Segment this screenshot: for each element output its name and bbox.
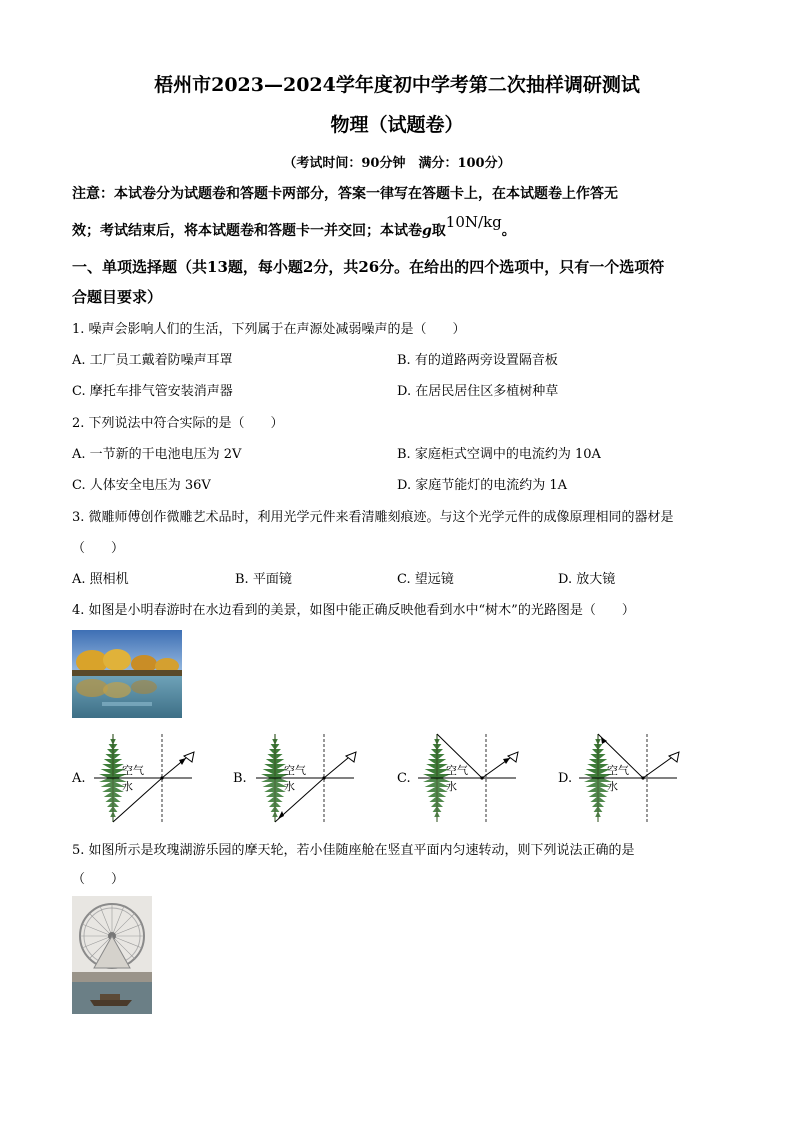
q4-option-b[interactable]: B. — [233, 771, 247, 786]
air-label: 空气 — [122, 764, 144, 777]
eye-icon — [346, 752, 356, 762]
eye-icon — [184, 752, 194, 762]
exam-title: 梧州市2023—2024学年度初中学考第二次抽样调研测试 — [154, 74, 640, 96]
q3-option-d[interactable]: D. 放大镜 — [558, 572, 616, 587]
question-1-stem: 1. 噪声会影响人们的生活，下列属于在声源处减弱噪声的是（ ） — [72, 322, 466, 337]
ray-diagram-d — [571, 732, 701, 826]
ferris-wheel-photo — [72, 896, 152, 1014]
notice-text: 效；考试结束后，将本试题卷和答题卡一并交回；本试卷 — [72, 223, 422, 239]
q3-option-b[interactable]: B. 平面镜 — [235, 572, 292, 587]
q3-option-c[interactable]: C. 望远镜 — [397, 572, 454, 587]
q2-option-c[interactable]: C. 人体安全电压为 36V — [72, 478, 211, 493]
water-label: 水 — [122, 780, 133, 793]
incidence-point — [480, 776, 483, 779]
air-label: 空气 — [607, 764, 629, 777]
water-label: 水 — [607, 780, 618, 793]
q1-option-a[interactable]: A. 工厂员工戴着防噪声耳罩 — [72, 353, 233, 368]
question-3-stem: 3. 微雕师傅创作微雕艺术品时，利用光学元件来看清雕刻痕迹。与这个光学元件的成像原理相同的器材是 — [72, 510, 674, 525]
q2-option-a[interactable]: A. 一节新的干电池电压为 2V — [72, 447, 242, 462]
notice-line-2 — [72, 213, 516, 240]
ray-diagram-c — [410, 732, 540, 826]
exam-meta: （考试时间：90分钟 满分：100分） — [283, 156, 511, 171]
ray-arrow — [601, 737, 607, 744]
question-2-stem: 2. 下列说法中符合实际的是（ ） — [72, 416, 284, 431]
q2-option-d[interactable]: D. 家庭节能灯的电流约为 1A — [397, 478, 568, 493]
water-label: 水 — [446, 780, 457, 793]
q4-option-d[interactable]: D. — [558, 771, 573, 786]
q1-option-d[interactable]: D. 在居民居住区多植树种草 — [397, 384, 559, 399]
ray-diagram-a — [86, 732, 216, 826]
notice-line-1: 注意：本试卷分为试题卷和答题卡两部分，答案一律写在答题卡上，在本试题卷上作答无 — [72, 186, 618, 202]
air-label: 空气 — [446, 764, 468, 777]
q4-option-c[interactable]: C. — [397, 771, 411, 786]
question-3-stem-2: （ ） — [72, 541, 125, 556]
q3-option-a[interactable]: A. 照相机 — [72, 572, 129, 587]
exam-subtitle: 物理（试题卷） — [330, 114, 464, 136]
ray-diagram-b — [248, 732, 378, 826]
ray-arrow — [179, 758, 186, 765]
incidence-point — [322, 776, 325, 779]
section-heading-2: 合题目要求） — [72, 288, 163, 306]
eye-icon — [669, 752, 679, 762]
eye-icon — [508, 752, 518, 762]
q2-option-b[interactable]: B. 家庭柜式空调中的电流约为 10A — [397, 447, 601, 462]
section-heading-1: 一、单项选择题（共13题，每小题2分，共26分。在给出的四个选项中，只有一个选项符 — [72, 258, 665, 276]
incidence-point — [641, 776, 644, 779]
incidence-point — [160, 776, 163, 779]
q1-option-b[interactable]: B. 有的道路两旁设置隔音板 — [397, 353, 558, 368]
q4-option-a[interactable]: A. — [72, 771, 86, 786]
notice-end: 。 — [501, 223, 516, 239]
question-4-stem: 4. 如图是小明春游时在水边看到的美景，如图中能正确反映他看到水中“树木”的光路图是（ ） — [72, 603, 635, 618]
question-5-stem-2: （ ） — [72, 872, 125, 887]
water-label: 水 — [284, 780, 295, 793]
ray-arrow — [503, 758, 510, 764]
notice-take: 取 — [431, 223, 446, 239]
lake-trees-photo — [72, 630, 182, 718]
ray-arrow — [278, 811, 284, 819]
gravity-symbol: g — [422, 223, 432, 239]
gravity-unit: 10N/kg — [445, 213, 502, 231]
q1-option-c[interactable]: C. 摩托车排气管安装消声器 — [72, 384, 233, 399]
question-5-stem: 5. 如图所示是玫瑰湖游乐园的摩天轮，若小佳随座舱在竖直平面内匀速转动，则下列说法正确的是 — [72, 843, 635, 858]
air-label: 空气 — [284, 764, 306, 777]
